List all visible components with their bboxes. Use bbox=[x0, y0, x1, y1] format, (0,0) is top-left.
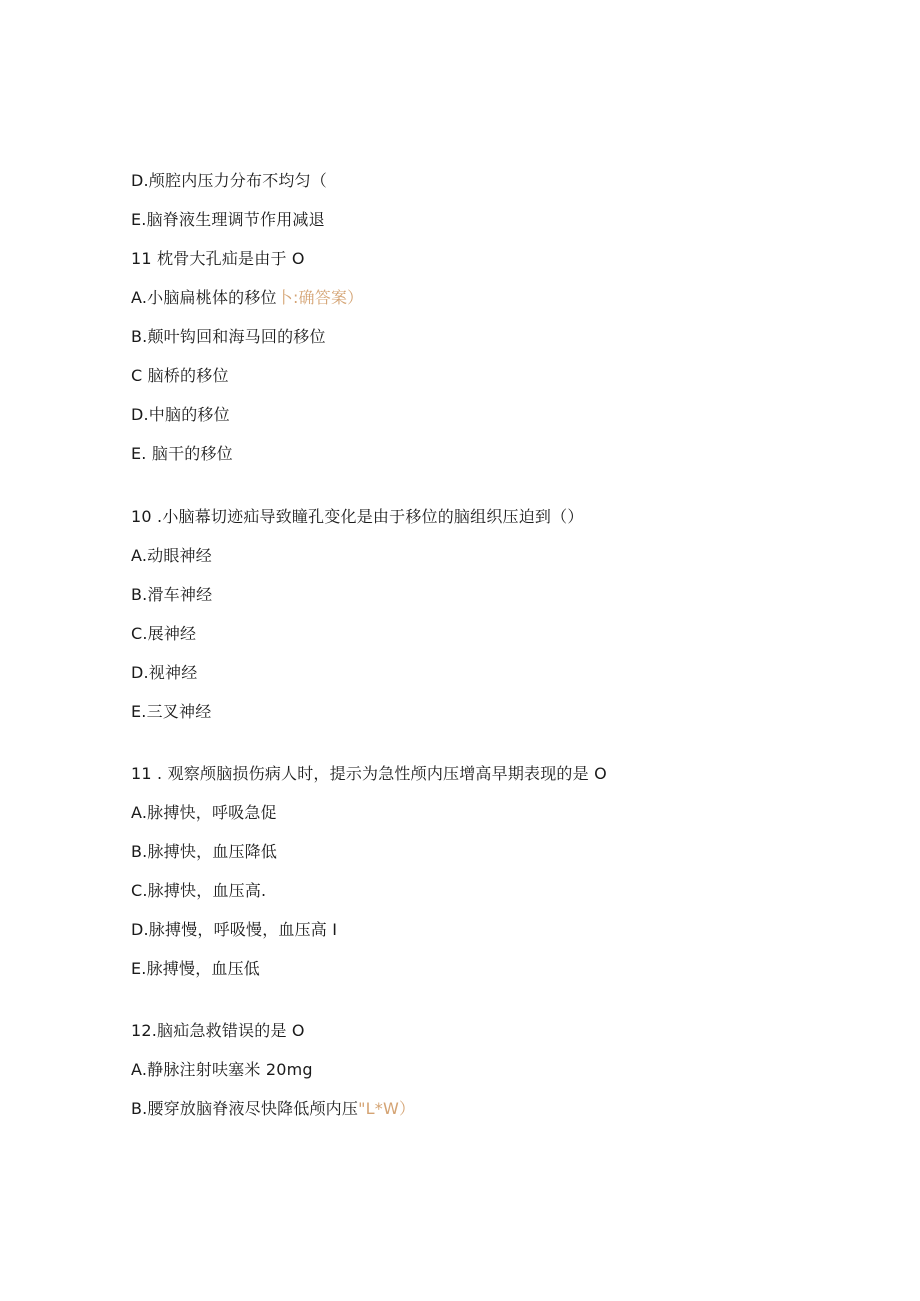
option-d bbox=[131, 404, 230, 426]
line-text: D.脉搏慢，呼吸慢，血压高 I bbox=[131, 920, 338, 939]
line-text: 11 . 观察颅脑损伤病人时，提示为急性颅内压增高早期表现的是 O bbox=[131, 764, 607, 783]
option-a bbox=[131, 802, 277, 824]
option-b bbox=[131, 584, 212, 606]
line-text: B.颠叶钩回和海马回的移位 bbox=[131, 327, 326, 346]
option-a bbox=[131, 545, 212, 567]
option-c bbox=[131, 365, 229, 387]
line-text: 11 枕骨大孔疝是由于 O bbox=[131, 249, 305, 268]
line-text: A.静脉注射呋塞米 20mg bbox=[131, 1060, 313, 1079]
line-text: C 脑桥的移位 bbox=[131, 366, 229, 385]
line-text: D.视神经 bbox=[131, 663, 198, 682]
option-e bbox=[131, 209, 325, 231]
line-text: 12.脑疝急救错误的是 O bbox=[131, 1021, 305, 1040]
question-stem bbox=[131, 763, 607, 785]
line-text: C.展神经 bbox=[131, 624, 197, 643]
option-d bbox=[131, 170, 327, 192]
line-text: A.脉搏快，呼吸急促 bbox=[131, 803, 277, 822]
question-stem bbox=[131, 248, 305, 270]
line-text: B.腰穿放脑脊液尽快降低颅内压 bbox=[131, 1099, 359, 1118]
option-b bbox=[131, 841, 277, 863]
option-e bbox=[131, 443, 233, 465]
option-a bbox=[131, 1059, 313, 1081]
line-text: C.脉搏快，血压高. bbox=[131, 881, 267, 900]
answer-mark: 卜:确答案） bbox=[276, 288, 364, 307]
option-d bbox=[131, 919, 337, 941]
line-text: B.脉搏快，血压降低 bbox=[131, 842, 278, 861]
line-text: E.脑脊液生理调节作用减退 bbox=[131, 210, 325, 229]
option-e bbox=[131, 958, 260, 980]
line-text: B.滑车神经 bbox=[131, 585, 213, 604]
option-c bbox=[131, 880, 266, 902]
line-text: A.动眼神经 bbox=[131, 546, 212, 565]
line-text: D.中脑的移位 bbox=[131, 405, 230, 424]
answer-mark: "L*W） bbox=[358, 1099, 416, 1118]
option-e bbox=[131, 701, 211, 723]
line-text: E. 脑干的移位 bbox=[131, 444, 233, 463]
line-text: D.颅腔内压力分布不均匀（ bbox=[131, 171, 328, 190]
line-text: A.小脑扁桃体的移位 bbox=[131, 288, 277, 307]
line-text: 10 .小脑幕切迹疝导致瞳孔变化是由于移位的脑组织压迫到（） bbox=[131, 507, 584, 526]
line-text: E.三叉神经 bbox=[131, 702, 212, 721]
option-a bbox=[131, 287, 363, 309]
option-d bbox=[131, 662, 197, 684]
option-c bbox=[131, 623, 196, 645]
line-text: E.脉搏慢，血压低 bbox=[131, 959, 260, 978]
option-b bbox=[131, 1098, 415, 1120]
option-b bbox=[131, 326, 326, 348]
question-stem bbox=[131, 506, 584, 528]
question-stem bbox=[131, 1020, 305, 1042]
